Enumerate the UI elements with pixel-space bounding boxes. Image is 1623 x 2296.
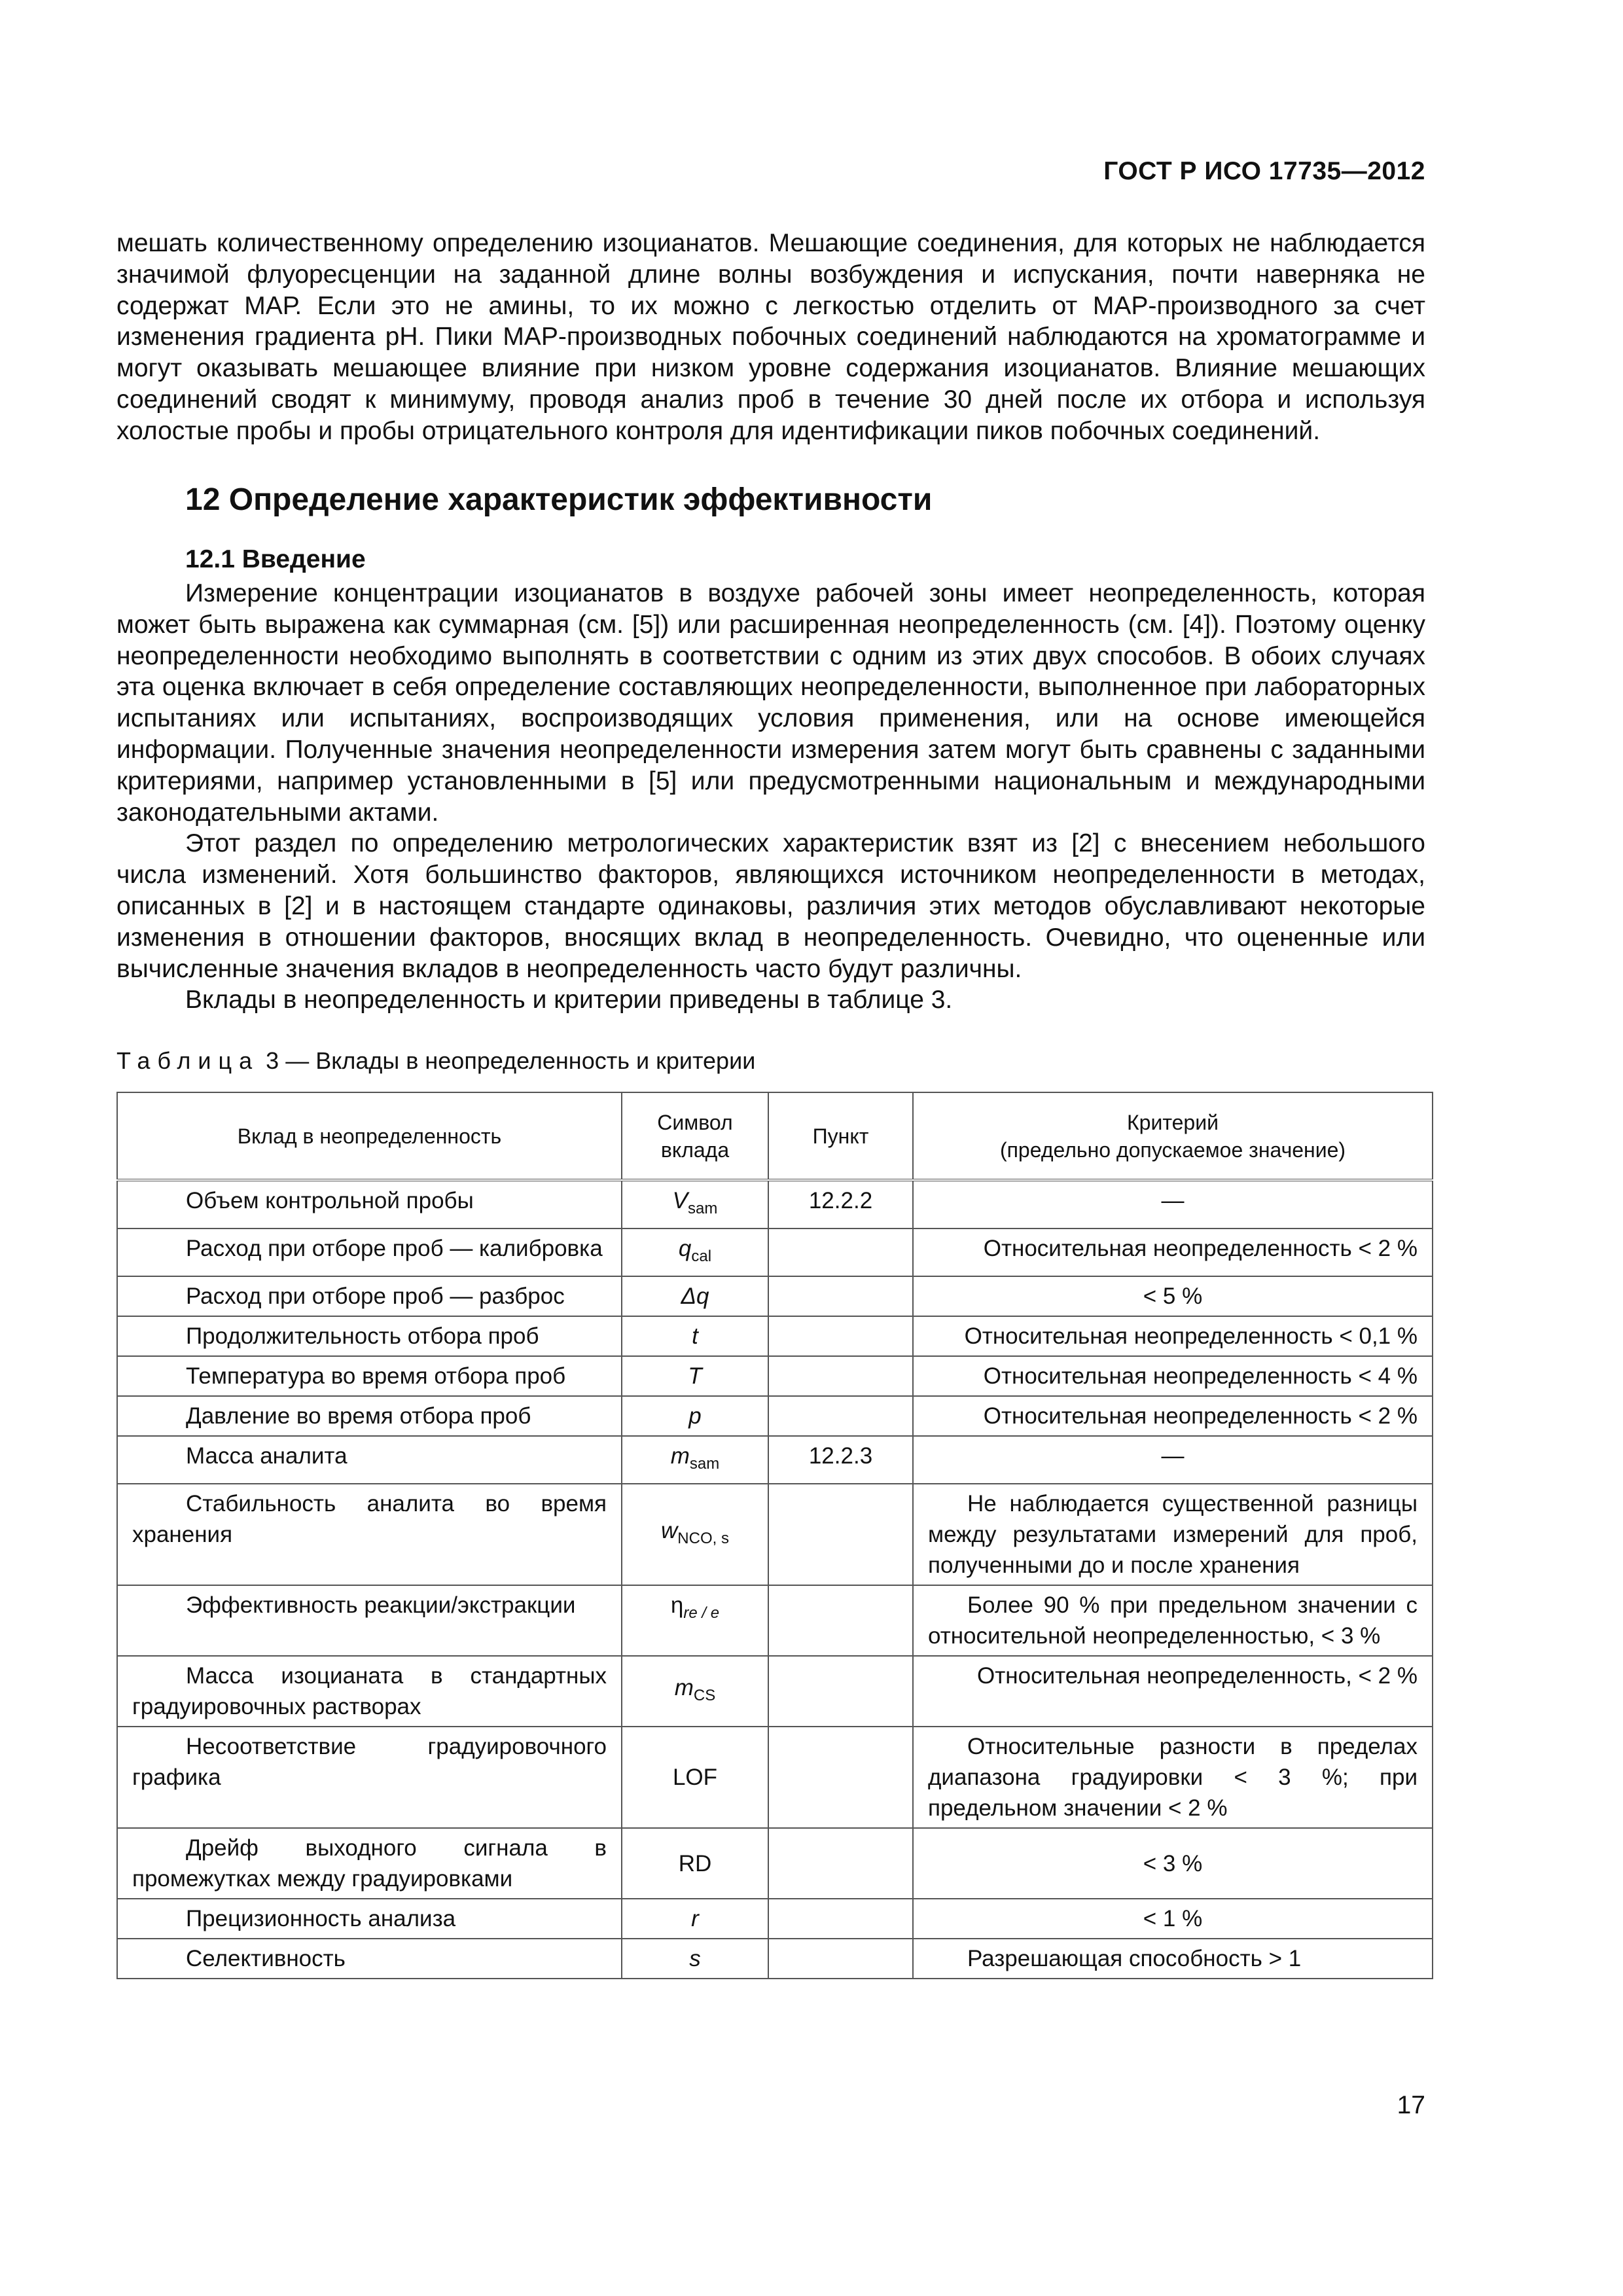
contribution-text: Дрейф выходного сигнала в промежутках между градуировками [132,1835,607,1892]
cell-criterion [913,1939,1433,1979]
paragraph-2-text: Этот раздел по определению метрологических характеристик взят из [2] с внесением небольшого числа изменений. Хотя большинство факторов, являющихся источником неопределенности в методах, описанных в [2] и в настоящем стандарте одинаковы, различия этих методов обуславливают некоторые изменения в отношении факторов, вносящих вклад в неопределенность. Очевидно, что оцененные или вычисленные значения вкладов в неопределенность часто будут различны. [116,829,1425,983]
cell-criterion [913,1727,1433,1828]
table-row [117,1484,1433,1585]
cell-clause [768,1356,913,1396]
contribution-text: Прецизионность анализа [186,1906,456,1931]
symbol-text: m [670,1443,690,1469]
symbol-text: V [672,1188,688,1213]
symbol-subscript: CS [693,1686,716,1704]
cell-clause [768,1229,913,1276]
contribution-text: Эффективность реакции/экстракции [186,1592,576,1618]
cell-clause [768,1396,913,1436]
cell-contribution [117,1396,622,1436]
table-row [117,1656,1433,1727]
cell-clause [768,1727,913,1828]
criterion-text: Разрешающая способность > 1 [967,1946,1302,1971]
cell-clause [768,1276,913,1316]
cell-criterion: Относительная неопределенность < 2 % [913,1396,1433,1436]
symbol-text: t [692,1323,698,1349]
cell-contribution [117,1484,622,1585]
table-header-row [117,1092,1433,1180]
table-caption-text: 3 — Вклады в неопределенность и критерии [266,1047,756,1074]
contribution-text: Селективность [186,1946,346,1971]
header-criterion [913,1092,1433,1180]
cell-criterion: < 3 % [913,1828,1433,1899]
table-caption-word: Таблица [116,1047,260,1074]
cell-contribution [117,1276,622,1316]
contribution-text: Объем контрольной пробы [186,1188,474,1213]
contribution-text: Несоответствие градуировочного графика [132,1734,607,1790]
symbol-subscript: re / e [683,1604,720,1622]
cell-clause [768,1484,913,1585]
table-row [117,1436,1433,1484]
table-row [117,1316,1433,1356]
cell-contribution [117,1939,622,1979]
table-row [117,1727,1433,1828]
cell-criterion: < 5 % [913,1276,1433,1316]
symbol-subscript: cal [691,1247,712,1265]
cell-contribution [117,1828,622,1899]
cell-symbol: RD [622,1828,768,1899]
cell-criterion: Относительная неопределенность, < 2 % [913,1656,1433,1727]
cell-symbol [622,1585,768,1656]
section-body [116,578,1425,1016]
cell-contribution [117,1899,622,1939]
paragraph-1-text: Измерение концентрации изоцианатов в воздухе рабочей зоны имеет неопределенность, которая может быть выражена как суммарная (см. [5]) или расширенная неопределенность (см. [4]). Поэтому оценку неопределенности необходимо выполнять в соответствии с одним из этих двух способов. В обоих случаях эта оценка включает в себя определение составляющих неопределенности, выполненное при лабораторных испытаниях или испытаниях, воспроизводящих условия применения, или на основе имеющейся информации. Полученные значения неопределенности измерения затем могут быть сравнены с заданными критериями, например установленными в [5] или предусмотренными национальным и международными законодательными актами. [116,579,1425,827]
subsection-title: 12.1 Введение [185,545,366,573]
cell-criterion: Относительная неопределенность < 0,1 % [913,1316,1433,1356]
cell-contribution [117,1316,622,1356]
table-row [117,1585,1433,1656]
symbol-text: T [688,1363,702,1389]
paragraph-3 [116,984,1425,1016]
table-row [117,1276,1433,1316]
table-row [117,1899,1433,1939]
cell-clause: 12.2.2 [768,1180,913,1229]
section-title: 12 Определение характеристик эффективности [185,482,933,517]
contribution-text: Стабильность аналита во время хранения [132,1491,607,1547]
cell-symbol [622,1396,768,1436]
table-row [117,1396,1433,1436]
cell-symbol: s [622,1939,768,1979]
table-row [117,1828,1433,1899]
cell-contribution [117,1436,622,1484]
cell-clause [768,1656,913,1727]
cell-symbol: r [622,1899,768,1939]
contribution-text: Продолжительность отбора проб [186,1323,539,1349]
cell-criterion: < 1 % [913,1899,1433,1939]
header-symbol: Символ вклада [622,1092,768,1180]
contribution-text: Масса аналита [186,1443,348,1469]
cell-contribution [117,1229,622,1276]
cell-criterion: Относительная неопределенность < 2 % [913,1229,1433,1276]
cell-clause [768,1939,913,1979]
table-row [117,1229,1433,1276]
cell-contribution [117,1727,622,1828]
cell-symbol [622,1436,768,1484]
symbol-text: p [688,1403,702,1429]
uncertainty-table [116,1092,1433,1979]
symbol-text: η [670,1592,684,1618]
paragraph-2 [116,828,1425,984]
criterion-text: Относительные разности в пределах диапазона градуировки < 3 %; при предельном значении < 2 % [928,1734,1418,1821]
cell-criterion [913,1585,1433,1656]
symbol-subscript: sam [688,1200,718,1217]
contribution-text: Расход при отборе проб — калибровка [186,1236,603,1261]
symbol-text: w [661,1518,678,1543]
criterion-text: Не наблюдается существенной разницы между результатами измерений для проб, полученными до и после хранения [928,1491,1418,1578]
cell-clause [768,1828,913,1899]
cell-criterion: Относительная неопределенность < 4 % [913,1356,1433,1396]
cell-symbol: LOF [622,1727,768,1828]
table-row [117,1939,1433,1979]
table-caption [116,1047,755,1075]
cell-symbol [622,1180,768,1229]
cell-contribution [117,1356,622,1396]
table-row [117,1356,1433,1396]
cell-clause [768,1899,913,1939]
cell-contribution [117,1656,622,1727]
contribution-text: Масса изоцианата в стандартных градуировочных растворах [132,1663,607,1719]
table-row [117,1180,1433,1229]
continued-paragraph: мешать количественному определению изоцианатов. Мешающие соединения, для которых не наблюдается значимой флуоресценции на заданной длине волны возбуждения и испускания, почти наверняка не содержат МАР. Если это не амины, то их можно с легкостью отделить от МАР-производного за счет изменения градиента рН. Пики МАР-производных побочных соединений наблюдаются на хроматограмме и могут оказывать мешающее влияние при низком уровне содержания изоцианатов. Влияние мешающих соединений сводят к минимуму, проводя анализ проб в течение 30 дней после их отбора и используя холостые пробы и пробы отрицательного контроля для идентификации пиков побочных соединений. [116,229,1425,445]
symbol-text: Δq [681,1283,709,1309]
cell-clause: 12.2.3 [768,1436,913,1484]
contribution-text: Расход при отборе проб — разброс [186,1283,565,1309]
cell-criterion: — [913,1436,1433,1484]
cell-contribution [117,1585,622,1656]
page-number: 17 [1397,2091,1425,2119]
paragraph-1 [116,578,1425,828]
cell-symbol [622,1276,768,1316]
cell-symbol [622,1656,768,1727]
header-criterion-line1: Критерий [1127,1110,1219,1134]
cell-symbol [622,1316,768,1356]
contribution-text: Давление во время отбора проб [186,1403,531,1429]
header-clause: Пункт [768,1092,913,1180]
symbol-text: m [674,1674,694,1700]
cell-symbol [622,1484,768,1585]
symbol-subscript: NCO, s [677,1530,729,1547]
criterion-text: Более 90 % при предельном значении с относительной неопределенностью, < 3 % [928,1592,1418,1649]
paragraph-3-text: Вклады в неопределенность и критерии приведены в таблице 3. [185,986,953,1014]
cell-symbol [622,1356,768,1396]
cell-criterion: — [913,1180,1433,1229]
symbol-text: q [678,1236,692,1261]
cell-clause [768,1316,913,1356]
cell-criterion [913,1484,1433,1585]
header-contribution: Вклад в неопределенность [117,1092,622,1180]
header-criterion-line2: (предельно допускаемое значение) [999,1138,1346,1162]
document-code: ГОСТ Р ИСО 17735—2012 [1103,157,1425,185]
symbol-subscript: sam [689,1455,720,1473]
cell-symbol [622,1229,768,1276]
contribution-text: Температура во время отбора проб [186,1363,566,1389]
cell-contribution [117,1180,622,1229]
cell-clause [768,1585,913,1656]
